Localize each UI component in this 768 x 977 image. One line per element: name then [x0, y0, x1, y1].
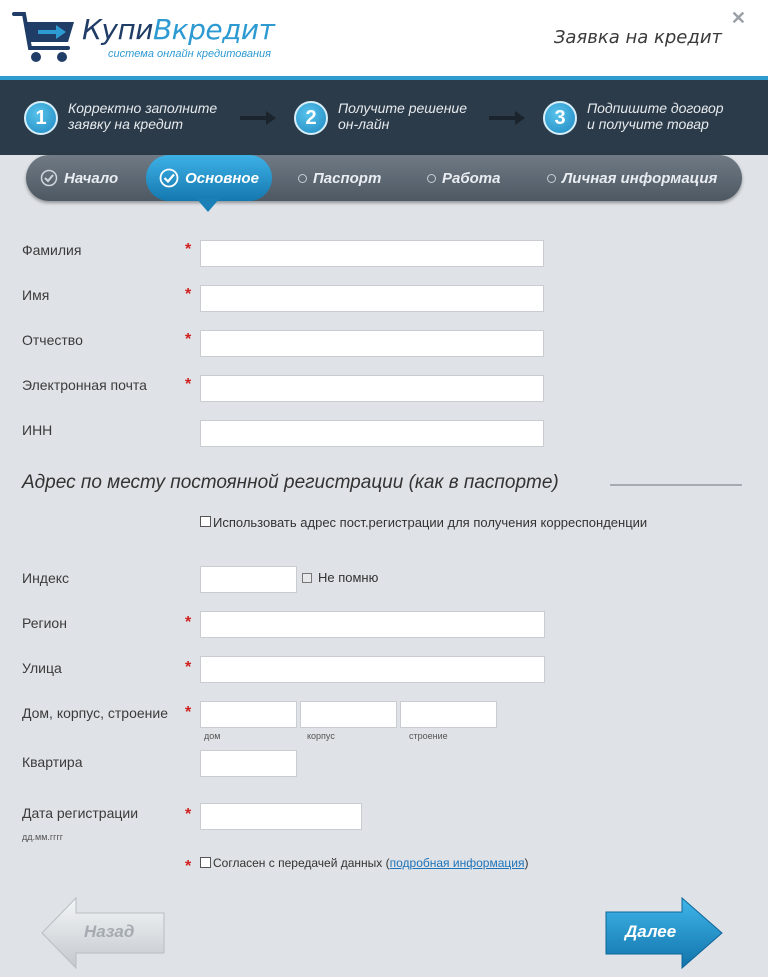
check-circle-icon: [40, 169, 58, 187]
use-for-mail-label: Использовать адрес пост.регистрации для получения корреспонденции: [213, 515, 648, 530]
required-marker: *: [185, 376, 192, 393]
house-sublabel: дом: [204, 731, 221, 741]
lastname-label: Фамилия: [22, 242, 82, 258]
next-button-label: Далее: [625, 922, 677, 941]
next-button[interactable]: [604, 896, 724, 970]
required-marker: *: [185, 241, 192, 258]
step-1-text: Корректно заполните заявку на кредит: [68, 100, 218, 132]
section-divider: [610, 484, 742, 486]
logo-subtitle: система онлайн кредитования: [108, 48, 272, 60]
apartment-field[interactable]: [200, 750, 297, 777]
tab-work[interactable]: Работа: [427, 155, 500, 201]
circle-icon: [427, 174, 436, 183]
email-label: Электронная почта: [22, 377, 147, 393]
region-label: Регион: [22, 615, 67, 631]
firstname-field[interactable]: [200, 285, 544, 312]
use-for-mail-checkbox[interactable]: [200, 516, 211, 527]
shopping-cart-icon: [12, 8, 78, 66]
house-label: Дом, корпус, строение: [22, 705, 168, 721]
active-tab-pointer: [196, 198, 220, 212]
inn-label: ИНН: [22, 422, 53, 438]
required-marker: *: [185, 659, 192, 676]
step-2-number: 2: [294, 101, 328, 135]
header: [0, 0, 768, 76]
required-marker: *: [185, 806, 192, 823]
required-marker: *: [185, 286, 192, 303]
back-button[interactable]: [40, 896, 170, 970]
required-marker: *: [185, 858, 192, 875]
tab-passport[interactable]: Паспорт: [298, 155, 381, 201]
address-section-title: Адрес по месту постоянной регистрации (как в паспорте): [22, 472, 559, 493]
logo-title: КупиВкредит: [82, 13, 275, 46]
tab-personal-info[interactable]: Личная информация: [547, 155, 717, 201]
required-marker: *: [185, 614, 192, 631]
reg-date-label: Дата регистрации: [22, 805, 139, 821]
step-3-number: 3: [543, 101, 577, 135]
circle-icon: [547, 174, 556, 183]
street-field[interactable]: [200, 656, 545, 683]
tab-start[interactable]: Начало: [40, 155, 118, 201]
reg-date-field[interactable]: [200, 803, 362, 830]
building-sublabel: строение: [409, 731, 448, 741]
house-field[interactable]: [200, 701, 297, 728]
region-field[interactable]: [200, 611, 545, 638]
inn-field[interactable]: [200, 420, 544, 447]
close-icon[interactable]: ✕: [730, 8, 746, 28]
middlename-field[interactable]: [200, 330, 544, 357]
required-marker: *: [185, 331, 192, 348]
arrow-right-icon: [489, 110, 525, 126]
index-field[interactable]: [200, 566, 297, 593]
circle-icon: [298, 174, 307, 183]
required-marker: *: [185, 704, 192, 721]
arrow-right-icon: [240, 110, 276, 126]
email-field[interactable]: [200, 375, 544, 402]
back-button-label: Назад: [84, 922, 135, 941]
building-field[interactable]: [400, 701, 497, 728]
step-1-number: 1: [24, 101, 58, 135]
middlename-label: Отчество: [22, 332, 83, 348]
step-2-text: Получите решение он-лайн: [338, 100, 467, 132]
street-label: Улица: [22, 660, 62, 676]
tab-main[interactable]: Основное: [146, 155, 272, 201]
reg-date-format: дд.мм.гггг: [22, 832, 64, 842]
consent-checkbox[interactable]: [200, 857, 211, 868]
index-label: Индекс: [22, 570, 70, 586]
step-3-text: Подпишите договор и получите товар: [587, 100, 724, 132]
dont-remember-label: Не помню: [318, 570, 379, 585]
consent-details-link[interactable]: подробная информация: [389, 856, 525, 870]
consent-text: Согласен с передачей данных (подробная информация): [213, 856, 529, 870]
dont-remember-checkbox[interactable]: [302, 573, 312, 583]
lastname-field[interactable]: [200, 240, 544, 267]
apartment-label: Квартира: [22, 754, 83, 770]
firstname-label: Имя: [22, 287, 50, 303]
korpus-sublabel: корпус: [307, 731, 335, 741]
korpus-field[interactable]: [300, 701, 397, 728]
check-circle-icon: [159, 168, 179, 188]
page-title: Заявка на кредит: [553, 27, 722, 48]
